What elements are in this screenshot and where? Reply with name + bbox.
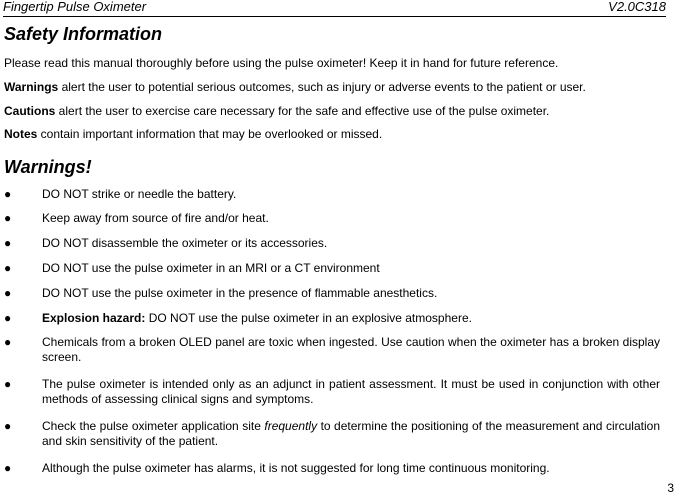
warning-pre: Check the pulse oximeter application site — [42, 419, 265, 433]
warning-item — [4, 419, 660, 449]
definition-text: alert the user to exercise care necessary for the safe and effective use of the pulse oximeter. — [55, 104, 550, 118]
definition-term: Cautions — [4, 104, 56, 118]
definition-cautions — [4, 104, 549, 118]
warning-item — [4, 286, 660, 301]
warning-emphasis: frequently — [264, 419, 318, 433]
warning-text — [42, 311, 660, 326]
definition-term: Notes — [4, 127, 38, 141]
definition-warnings — [4, 80, 586, 94]
safety-intro: Please read this manual thoroughly before using the pulse oximeter! Keep it in hand for future reference. — [4, 56, 559, 70]
page-header — [3, 0, 666, 17]
warnings-section-title: Warnings! — [4, 157, 92, 177]
page-number: 3 — [667, 481, 674, 495]
definition-text: contain important information that may be overlooked or missed. — [37, 127, 383, 141]
definition-text: alert the user to potential serious outcomes, such as injury or adverse events to the patient or user. — [58, 80, 586, 94]
bullet-icon: ● — [4, 187, 12, 201]
bullet-icon: ● — [4, 419, 12, 433]
document-version: V2.0C318 — [608, 0, 666, 14]
safety-section-title: Safety Information — [4, 24, 163, 44]
warning-text: Keep away from source of fire and/or heat. — [42, 211, 269, 225]
warning-text: DO NOT strike or needle the battery. — [42, 187, 237, 201]
warning-item — [4, 236, 660, 251]
warning-text: The pulse oximeter is intended only as an adjunct in patient assessment. It must be used in conjunction with other methods of assessing clinical signs and symptoms. — [42, 377, 660, 406]
warning-text — [42, 419, 660, 449]
definition-term: Warnings — [4, 80, 59, 94]
definition-notes — [4, 127, 382, 141]
warning-lead: Explosion hazard: — [42, 311, 146, 325]
bullet-icon: ● — [4, 335, 12, 349]
warning-text: Although the pulse oximeter has alarms, it is not suggested for long time continuous monitoring. — [42, 461, 550, 475]
warning-text: DO NOT disassemble the oximeter or its accessories. — [42, 236, 328, 250]
warning-item — [4, 261, 660, 276]
bullet-icon: ● — [4, 377, 12, 391]
bullet-icon: ● — [4, 286, 12, 300]
document-title: Fingertip Pulse Oximeter — [3, 0, 147, 14]
bullet-icon: ● — [4, 461, 12, 475]
warning-item — [4, 187, 660, 202]
bullet-icon: ● — [4, 261, 12, 275]
bullet-icon: ● — [4, 236, 12, 250]
warning-item — [4, 335, 660, 365]
warning-item — [4, 311, 660, 326]
warning-item — [4, 461, 660, 476]
bullet-icon: ● — [4, 311, 12, 325]
warning-item — [4, 211, 660, 226]
warning-text: Chemicals from a broken OLED panel are toxic when ingested. Use caution when the oximeter has a broken display screen. — [42, 335, 660, 364]
warning-text: DO NOT use the pulse oximeter in the presence of flammable anesthetics. — [42, 286, 438, 300]
warning-body: to determine the positioning of the measurement and circulation and skin sensitivity of the patient. — [42, 419, 660, 448]
warning-item — [4, 377, 660, 407]
bullet-icon: ● — [4, 211, 12, 225]
warning-body: DO NOT use the pulse oximeter in an explosive atmosphere. — [145, 311, 472, 325]
warning-text: DO NOT use the pulse oximeter in an MRI or a CT environment — [42, 261, 380, 275]
